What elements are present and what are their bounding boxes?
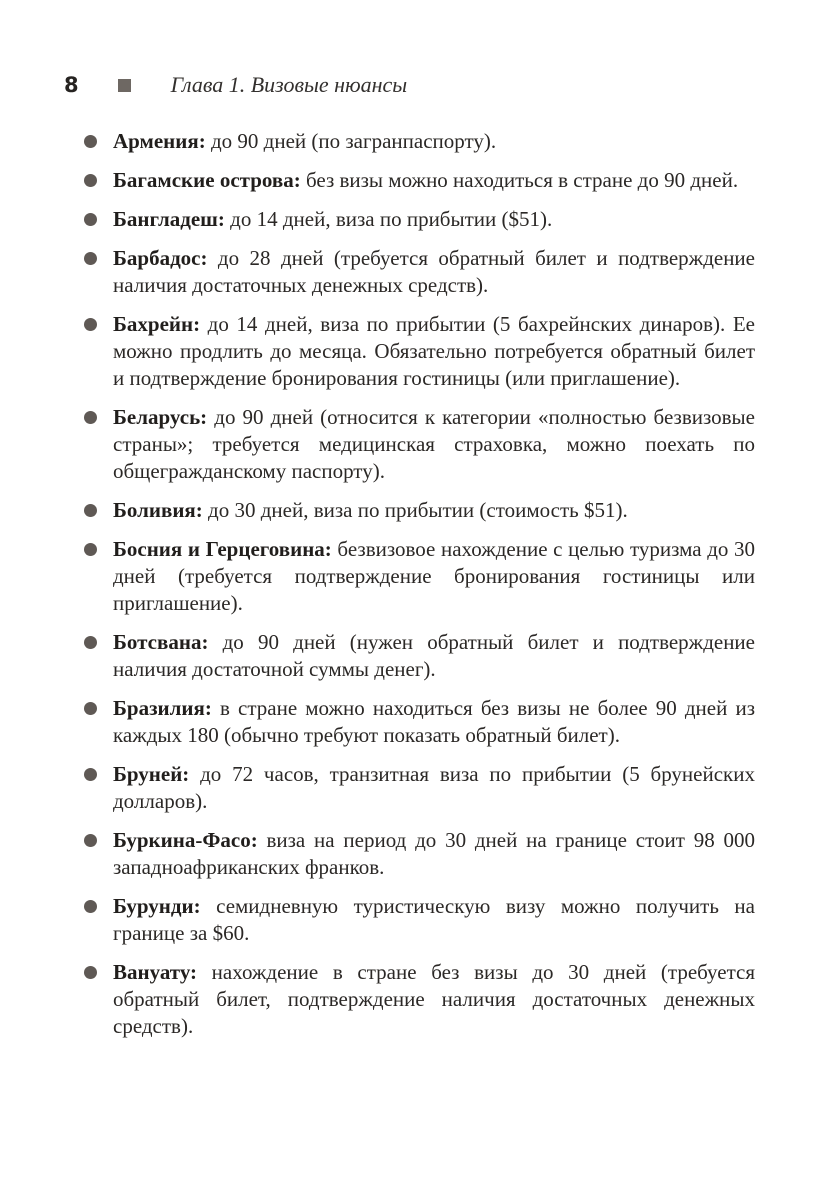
- bullet-icon: [84, 543, 97, 556]
- entry-details: до 14 дней, виза по прибытии (5 бахрейнских динаров). Ее можно продлить до месяца. Обязательно потребуется обратный билет и подтверждение бронирования гостиницы (или приглашение).: [113, 312, 755, 390]
- list-item: [113, 167, 755, 194]
- chapter-title: Глава 1. Визовые нюансы: [170, 72, 408, 97]
- entry-paragraph: [113, 245, 755, 299]
- list-item: [113, 695, 755, 749]
- country-name: Босния и Герцеговина:: [113, 537, 332, 561]
- bullet-icon: [84, 174, 97, 187]
- list-item: [113, 497, 755, 524]
- entry-details: до 28 дней (требуется обратный билет и подтверждение наличия достаточных денежных средств).: [113, 246, 755, 297]
- entry-paragraph: [113, 695, 755, 749]
- entry-paragraph: [113, 206, 755, 233]
- list-item: [113, 536, 755, 617]
- entry-details: до 30 дней, виза по прибытии (стоимость $51).: [202, 498, 628, 522]
- entry-details: виза на период до 30 дней на границе стоит 98 000 западноафриканских франков.: [113, 828, 755, 879]
- entry-details: нахождение в стране без визы до 30 дней (требуется обратный билет, подтверждение наличия достаточных денежных средств).: [113, 960, 755, 1038]
- list-item: [113, 404, 755, 485]
- country-name: Беларусь:: [113, 405, 208, 429]
- bullet-icon: [84, 252, 97, 265]
- entry-details: до 90 дней (нужен обратный билет и подтверждение наличия достаточной суммы денег).: [113, 630, 755, 681]
- country-name: Боливия:: [113, 498, 203, 522]
- entry-paragraph: [113, 893, 755, 947]
- list-item: [113, 206, 755, 233]
- country-name: Вануату:: [113, 960, 198, 984]
- entry-paragraph: [113, 128, 755, 155]
- bullet-icon: [84, 504, 97, 517]
- country-name: Армения:: [113, 129, 206, 153]
- entry-details: семидневную туристическую визу можно получить на границе за $60.: [113, 894, 755, 945]
- list-item: [113, 827, 755, 881]
- list-item: [113, 245, 755, 299]
- list-item: [113, 128, 755, 155]
- list-item: [113, 761, 755, 815]
- entry-paragraph: [113, 536, 755, 617]
- visa-list: [0, 128, 755, 1052]
- entry-paragraph: [113, 959, 755, 1040]
- entry-details: безвизовое нахождение с целью туризма до 30 дней (требуется подтверждение бронирования гостиницы или приглашение).: [113, 537, 755, 615]
- entry-paragraph: [113, 497, 755, 524]
- list-item: [113, 629, 755, 683]
- country-name: Багамские острова:: [113, 168, 301, 192]
- entry-details: до 72 часов, транзитная виза по прибытии (5 брунейских долларов).: [113, 762, 755, 813]
- entry-paragraph: [113, 629, 755, 683]
- bullet-icon: [84, 702, 97, 715]
- bullet-icon: [84, 834, 97, 847]
- entry-details: без визы можно находиться в стране до 90 дней.: [300, 168, 739, 192]
- country-name: Бангладеш:: [113, 207, 225, 231]
- country-name: Буркина-Фасо:: [113, 828, 258, 852]
- bullet-icon: [84, 768, 97, 781]
- page-header: [64, 74, 407, 96]
- country-name: Бразилия:: [113, 696, 212, 720]
- entry-details: в стране можно находиться без визы не более 90 дней из каждых 180 (обычно требуют показать обратный билет).: [113, 696, 755, 747]
- list-item: [113, 959, 755, 1040]
- country-name: Бахрейн:: [113, 312, 201, 336]
- entry-paragraph: [113, 404, 755, 485]
- entry-details: до 90 дней (по загранпаспорту).: [205, 129, 497, 153]
- country-name: Ботсвана:: [113, 630, 209, 654]
- entry-details: до 90 дней (относится к категории «полностью безвизовые страны»; требуется медицинская страховка, можно поехать по общегражданскому паспорту).: [113, 405, 755, 483]
- entry-paragraph: [113, 311, 755, 392]
- list-item: [113, 893, 755, 947]
- entry-paragraph: [113, 167, 755, 194]
- bullet-icon: [84, 966, 97, 979]
- country-name: Бурунди:: [113, 894, 201, 918]
- bullet-icon: [84, 900, 97, 913]
- bullet-icon: [84, 411, 97, 424]
- country-name: Барбадос:: [113, 246, 208, 270]
- bullet-icon: [84, 636, 97, 649]
- entry-paragraph: [113, 827, 755, 881]
- bullet-icon: [84, 135, 97, 148]
- list-item: [113, 311, 755, 392]
- square-marker-icon: [118, 79, 131, 92]
- bullet-icon: [84, 213, 97, 226]
- entry-paragraph: [113, 761, 755, 815]
- bullet-icon: [84, 318, 97, 331]
- entry-details: до 14 дней, виза по прибытии ($51).: [224, 207, 553, 231]
- page-number: 8: [64, 72, 79, 97]
- country-name: Бруней:: [113, 762, 190, 786]
